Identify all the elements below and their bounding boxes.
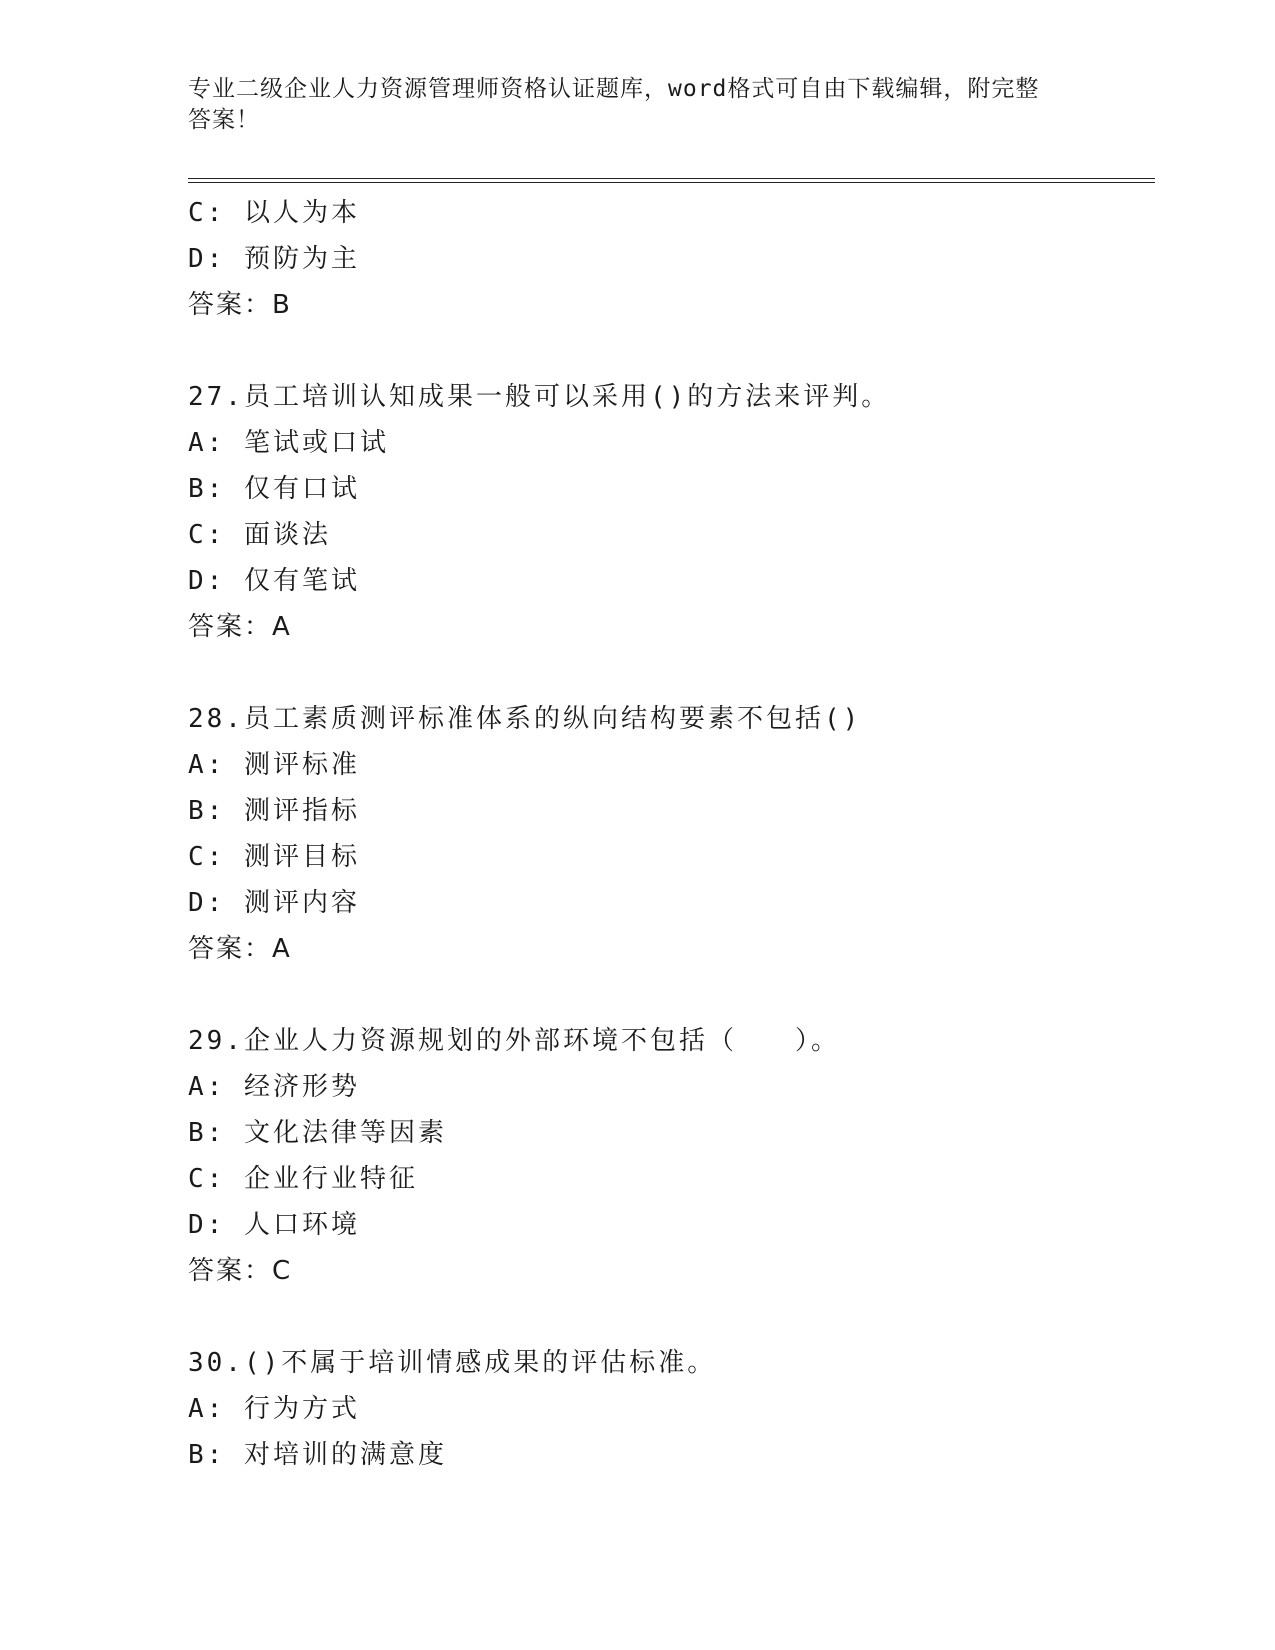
header-line-1: 专业二级企业人力资源管理师资格认证题库，word格式可自由下载编辑，附完整 <box>188 76 1040 102</box>
page-header <box>188 74 1088 136</box>
option-a: A: 经济形势 <box>188 1072 360 1102</box>
question-stem: 28.员工素质测评标准体系的纵向结构要素不包括() <box>188 704 862 734</box>
question-stem: 29.企业人力资源规划的外部环境不包括（ ）。 <box>188 1026 840 1056</box>
option-d: D: 测评内容 <box>188 888 360 918</box>
option-d: D: 仅有笔试 <box>188 566 360 596</box>
option-a: A: 测评标准 <box>188 750 360 780</box>
answer-line: 答案：B <box>188 290 292 320</box>
question-30 <box>188 1340 1155 1478</box>
question-28 <box>188 696 1155 972</box>
answer-line: 答案：A <box>188 934 292 964</box>
option-c: C: 面谈法 <box>188 520 331 550</box>
option-d: D: 人口环境 <box>188 1210 360 1240</box>
question-list <box>188 190 1155 1478</box>
option-c: C: 企业行业特征 <box>188 1164 418 1194</box>
option-b: B: 对培训的满意度 <box>188 1440 447 1470</box>
option-b: B: 文化法律等因素 <box>188 1118 447 1148</box>
answer-line: 答案：A <box>188 612 292 642</box>
question-29 <box>188 1018 1155 1294</box>
option-b: B: 仅有口试 <box>188 474 360 504</box>
question-stem: 27.员工培训认知成果一般可以采用()的方法来评判。 <box>188 382 891 412</box>
option-a: A: 笔试或口试 <box>188 428 389 458</box>
option-c: C: 测评目标 <box>188 842 360 872</box>
question-stem: 30.()不属于培训情感成果的评估标准。 <box>188 1348 717 1378</box>
header-divider <box>188 178 1155 183</box>
option-a: A: 行为方式 <box>188 1394 360 1424</box>
question-27 <box>188 374 1155 650</box>
header-line-2: 答案！ <box>188 107 260 133</box>
question-26-tail <box>188 190 1155 328</box>
option-c: C: 以人为本 <box>188 198 360 228</box>
answer-line: 答案：C <box>188 1256 293 1286</box>
option-d: D: 预防为主 <box>188 244 360 274</box>
option-b: B: 测评指标 <box>188 796 360 826</box>
